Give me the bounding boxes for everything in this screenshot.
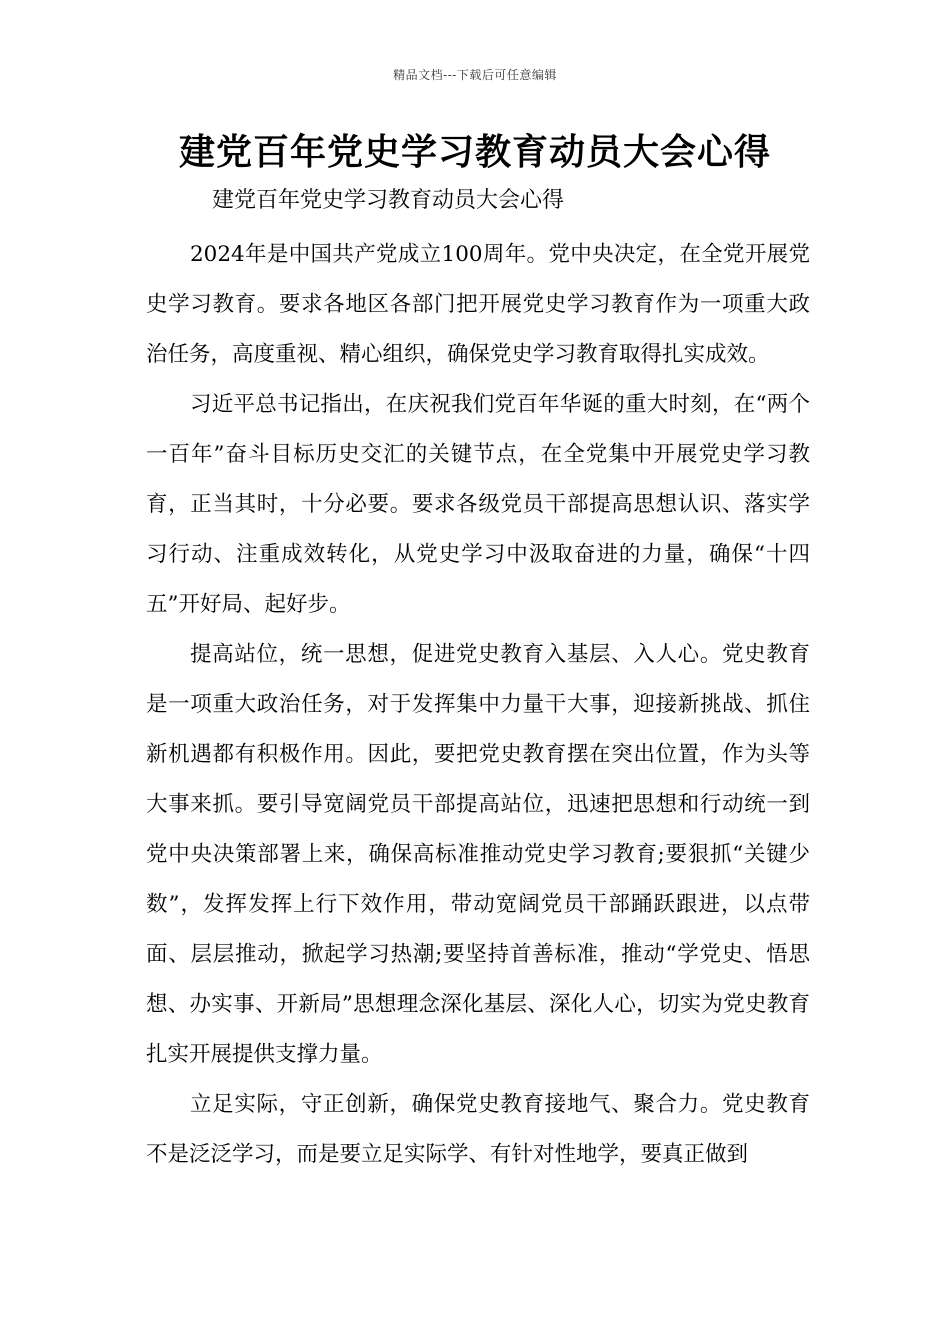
- document-subtitle: 建党百年党史学习教育动员大会心得: [212, 188, 565, 213]
- paragraph-3: 提高站位，统一思想，促进党史教育入基层、入人心。党史教育是一项重大政治任务，对于发挥集中力量干大事，迎接新挑战、抓住新机遇都有积极作用。因此，要把党史教育摆在突出位置，作为头等大事来抓。要引导宽阔党员干部提高站位，迅速把思想和行动统一到党中央决策部署上来，确保高标准推动党史学习教育;要狠抓“关键少数”，发挥发挥上行下效作用，带动宽阔党员干部踊跃跟进，以点带面、层层推动，掀起学习热潮;要坚持首善标准，推动“学党史、悟思想、办实事、开新局”思想理念深化基层、深化人心，切实为党史教育扎实开展提供支撑力量。: [146, 642, 810, 1067]
- paragraph-4: 立足实际，守正创新，确保党史教育接地气、聚合力。党史教育不是泛泛学习，而是要立足实际学、有针对性地学，要真正做到: [146, 1092, 810, 1167]
- header-note: 精品文档---下载后可任意编辑: [393, 68, 557, 82]
- document-title: 建党百年党史学习教育动员大会心得: [178, 131, 771, 173]
- paragraph-2: 习近平总书记指出，在庆祝我们党百年华诞的重大时刻，在“两个一百年”奋斗目标历史交汇的关键节点，在全党集中开展党史学习教育，正当其时，十分必要。要求各级党员干部提高思想认识、落实学习行动、注重成效转化，从党史学习中汲取奋进的力量，确保“十四五”开好局、起好步。: [146, 392, 810, 617]
- document-body: [146, 230, 810, 1180]
- paragraph-1: 2024年是中国共产党成立100周年。党中央决定，在全党开展党史学习教育。要求各地区各部门把开展党史学习教育作为一项重大政治任务，高度重视、精心组织，确保党史学习教育取得扎实成效。: [146, 242, 810, 367]
